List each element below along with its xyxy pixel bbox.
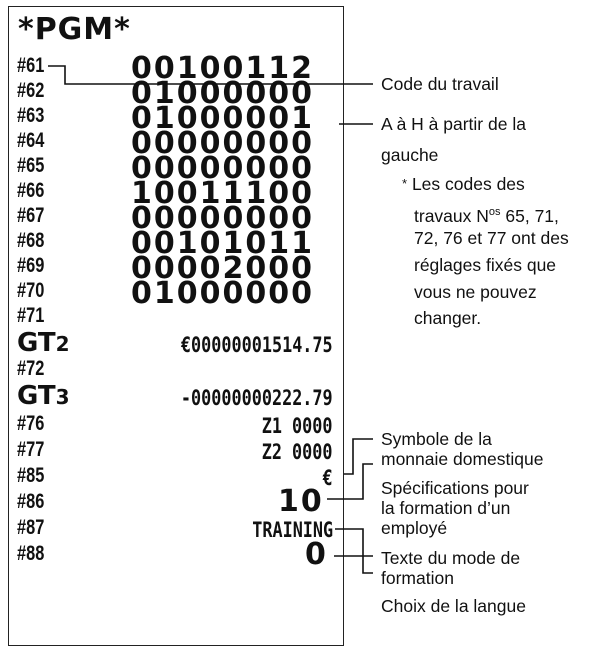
job-value-67: 00000000: [131, 201, 314, 236]
receipt-title: *PGM*: [18, 12, 131, 47]
gt2-label: GT2: [17, 328, 70, 358]
job-code-72: #72: [17, 357, 45, 380]
job-code-67: #67: [17, 204, 45, 227]
job-value-66: 10011100: [131, 176, 314, 211]
job-code-63: #63: [17, 104, 45, 127]
annotation-job-code: Code du travail: [381, 74, 499, 94]
job-value-86: 10: [278, 484, 324, 519]
job-code-70: #70: [17, 279, 45, 302]
job-value-62: 01000000: [131, 76, 314, 111]
job-code-87: #87: [17, 516, 45, 539]
annotation-mode-text-line2: formation: [381, 568, 454, 588]
job-value-63: 01000001: [131, 101, 314, 136]
job-value-70: 01000000: [131, 276, 314, 311]
annotation-training-line2: la formation d’un: [381, 498, 511, 518]
job-value-76: Z1 0000: [262, 414, 333, 438]
job-value-77: Z2 0000: [262, 440, 333, 464]
job-value-61: 00100112: [131, 51, 314, 86]
job-value-64: 00000000: [131, 126, 314, 161]
gt3-value: -00000000222.79: [181, 386, 333, 410]
job-code-85: #85: [17, 464, 45, 487]
job-value-87: TRAINING: [252, 518, 333, 542]
job-code-68: #68: [17, 229, 45, 252]
job-code-76: #76: [17, 412, 45, 435]
annotation-training-line3: employé: [381, 518, 448, 538]
job-code-69: #69: [17, 254, 45, 277]
callout-line-job-code: [48, 66, 373, 84]
annotation-a-to-h-line2: gauche: [381, 145, 439, 165]
annotation-training-line1: Spécifications pour: [381, 478, 529, 498]
note-asterisk: *: [402, 176, 408, 191]
callout-line-currency: [344, 439, 373, 474]
note-line-2: travaux $N^{os}$ 65, 71,: [414, 205, 559, 226]
job-code-66: #66: [17, 179, 45, 202]
note-line-5: vous ne pouvez: [414, 282, 537, 302]
annotation-currency-line1: Symbole de la: [381, 429, 492, 449]
gt2-value: €00000001514.75: [181, 333, 333, 357]
annotation-a-to-h-line1: A à H à partir de la: [381, 114, 526, 134]
job-value-69: 00002000: [131, 251, 314, 286]
note-line-3: 72, 76 et 77 ont des: [414, 228, 569, 248]
job-code-62: #62: [17, 79, 45, 102]
callout-line-mode-text: [335, 529, 373, 573]
job-code-77: #77: [17, 438, 45, 461]
job-code-71: #71: [17, 304, 45, 327]
job-code-86: #86: [17, 490, 45, 513]
note-line-6: changer.: [414, 308, 482, 328]
job-code-64: #64: [17, 129, 45, 152]
gt3-label: GT3: [17, 381, 70, 411]
note-line-4: réglages fixés que: [414, 255, 557, 275]
job-value-88: 0: [305, 537, 328, 572]
job-code-65: #65: [17, 154, 45, 177]
annotation-language: Choix de la langue: [381, 596, 526, 616]
callout-line-training-spec: [327, 464, 373, 499]
job-code-88: #88: [17, 542, 45, 565]
job-value-85: €: [322, 466, 333, 490]
job-value-68: 00101011: [131, 226, 314, 261]
job-value-65: 00000000: [131, 151, 314, 186]
job-code-61: #61: [17, 54, 45, 77]
annotation-currency-line2: monnaie domestique: [381, 449, 544, 469]
annotation-mode-text-line1: Texte du mode de: [381, 548, 521, 568]
note-line-1: * Les codes des: [402, 174, 525, 194]
